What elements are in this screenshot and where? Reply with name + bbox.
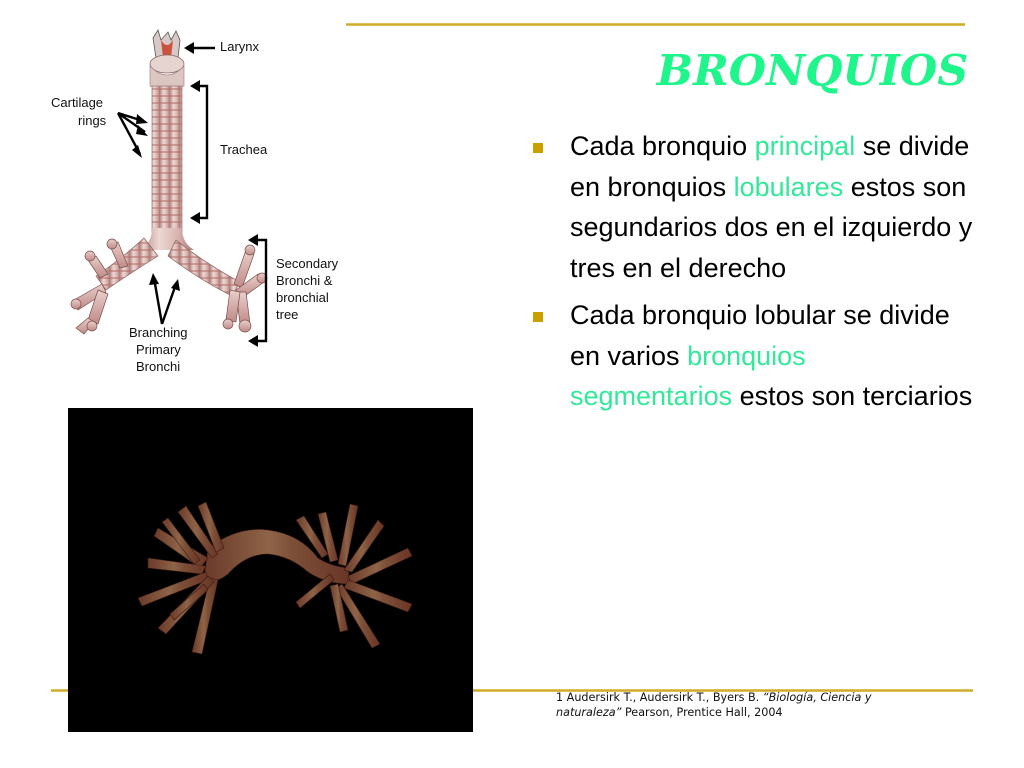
citation-title: “Biología, Ciencia y naturaleza”	[556, 691, 872, 719]
label-trachea: Trachea	[220, 142, 268, 157]
bullet-1-text-3: estos son segundarios dos en el izquierdo y tres en el derecho	[570, 171, 973, 284]
label-primary-1: Branching	[129, 325, 188, 340]
label-secondary-1: Secondary	[276, 256, 339, 271]
square-bullet-icon	[533, 143, 543, 153]
respiratory-tract-diagram	[40, 28, 360, 388]
bullet-2-text-2: estos son terciarios	[732, 381, 973, 412]
trachea-illustration	[40, 28, 360, 388]
label-primary-2: Primary	[136, 342, 181, 357]
bronchial-tree-photo	[68, 408, 473, 732]
bullet-item-1	[533, 126, 973, 289]
label-secondary-4: tree	[276, 307, 299, 322]
slide-title: BRONQUIOS	[656, 46, 968, 95]
label-cartilage-rings-2: rings	[78, 113, 107, 128]
bullet-1-text-2: se divide en bronquios	[570, 131, 970, 202]
bullet-2-text-1: Cada bronquio lobular se divide en varios	[570, 299, 950, 371]
citation-footnote	[556, 690, 896, 720]
bullet-list	[533, 126, 973, 423]
label-secondary-3: bronchial	[276, 290, 329, 305]
citation-publisher: Pearson, Prentice Hall, 2004	[621, 706, 783, 719]
bullet-1-text-1: Cada bronquio	[570, 131, 755, 161]
bronchial-cast-image	[68, 408, 473, 732]
citation-authors: 1 Audersirk T., Audersirk T., Byers B.	[556, 691, 763, 704]
label-larynx: Larynx	[220, 39, 260, 54]
label-secondary-2: Bronchi &	[276, 273, 333, 288]
square-bullet-icon	[533, 312, 543, 322]
highlight-principal: principal	[754, 131, 856, 161]
bullet-item-2	[533, 295, 973, 417]
highlight-bronquios-segmentarios: bronquios segmentarios	[570, 340, 806, 412]
label-cartilage-rings-1: Cartilage	[51, 95, 104, 110]
top-rule	[346, 23, 965, 26]
label-primary-3: Bronchi	[136, 359, 181, 374]
highlight-lobulares: lobulares	[733, 171, 844, 202]
